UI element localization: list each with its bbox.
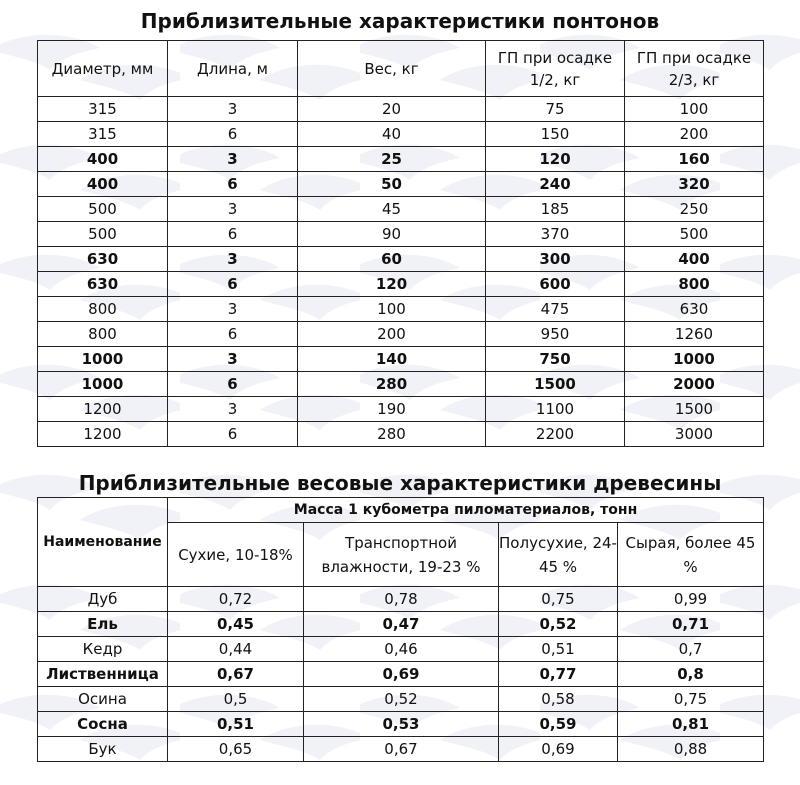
table-cell: 45 [298,197,486,222]
table-cell: 1200 [38,397,168,422]
table-cell: Осина [38,687,168,712]
table-cell: 100 [298,297,486,322]
table-cell: 1260 [625,322,764,347]
table-cell: 0,51 [168,712,304,737]
table-cell: 160 [625,147,764,172]
table-cell: 6 [168,122,298,147]
table-cell: 200 [298,322,486,347]
table-cell: 400 [38,147,168,172]
table-row [38,247,764,272]
table-cell: 3 [168,297,298,322]
table-cell: 25 [298,147,486,172]
table-cell: 0,52 [499,612,618,637]
table-row [38,662,764,687]
table-cell: 950 [486,322,625,347]
table-cell: 3 [168,147,298,172]
table-cell: 0,75 [499,587,618,612]
table-cell: 400 [38,172,168,197]
table-cell: 280 [298,372,486,397]
table-cell: 2200 [486,422,625,447]
table-cell: 40 [298,122,486,147]
table-cell: 0,67 [304,737,499,762]
table-cell: 0,8 [618,662,764,687]
table-cell: 0,46 [304,637,499,662]
column-header-raw: Сырая, более 45 % [618,523,764,587]
table-row [38,222,764,247]
table-cell: 3 [168,397,298,422]
table-cell: 630 [38,272,168,297]
table-cell: 6 [168,372,298,397]
table-cell: 0,69 [499,737,618,762]
table-row [38,372,764,397]
table-cell: 1000 [625,347,764,372]
table-cell: 1000 [38,347,168,372]
table-cell: 0,59 [499,712,618,737]
table-cell: 75 [486,97,625,122]
table-cell: 6 [168,172,298,197]
table-cell: 120 [298,272,486,297]
table-cell: 185 [486,197,625,222]
table-cell: 0,51 [499,637,618,662]
table-cell: 190 [298,397,486,422]
table-row [38,272,764,297]
table-cell: 0,5 [168,687,304,712]
table-cell: 0,71 [618,612,764,637]
table-cell: 6 [168,422,298,447]
table-cell: 3000 [625,422,764,447]
column-header-length: Длина, м [168,41,298,97]
table-cell: Бук [38,737,168,762]
table-cell: 6 [168,272,298,297]
table-cell: Лиственница [38,662,168,687]
table-cell: 140 [298,347,486,372]
table-cell: 0,88 [618,737,764,762]
table-cell: 1100 [486,397,625,422]
table-cell: 800 [38,297,168,322]
pontoon-characteristics-table [37,40,764,447]
pontoon-table-title: Приблизительные характеристики понтонов [140,9,660,33]
table-cell: 6 [168,222,298,247]
table-row [38,637,764,662]
table-row [38,737,764,762]
column-header-semidry: Полусухие, 24-45 % [499,523,618,587]
table-cell: 1500 [486,372,625,397]
table-cell: 3 [168,347,298,372]
column-header-diameter: Диаметр, мм [38,41,168,97]
table-row [38,97,764,122]
table-cell: 500 [625,222,764,247]
table-cell: 90 [298,222,486,247]
table-cell: 475 [486,297,625,322]
wood-weight-table [37,497,764,762]
table-cell: 100 [625,97,764,122]
table-row [38,612,764,637]
table-cell: 800 [38,322,168,347]
table-cell: 0,77 [499,662,618,687]
table-cell: 800 [625,272,764,297]
table-cell: 500 [38,222,168,247]
table-cell: 3 [168,247,298,272]
table-cell: 0,44 [168,637,304,662]
table-cell: 0,78 [304,587,499,612]
group-header-mass: Масса 1 кубометра пиломатериалов, тонн [168,498,764,523]
table-cell: 0,65 [168,737,304,762]
table-cell: 315 [38,97,168,122]
table-cell: 320 [625,172,764,197]
table-cell: 6 [168,322,298,347]
table-cell: 0,67 [168,662,304,687]
header-row [38,41,764,97]
table-cell: 630 [625,297,764,322]
table-cell: 0,52 [304,687,499,712]
wood-table-title: Приблизительные весовые характеристики древесины [78,471,722,495]
table-cell: 0,47 [304,612,499,637]
table-cell: 150 [486,122,625,147]
table-cell: 0,69 [304,662,499,687]
table-cell: 2000 [625,372,764,397]
table-cell: 630 [38,247,168,272]
table-row [38,322,764,347]
table-cell: 0,58 [499,687,618,712]
table-cell: Ель [38,612,168,637]
table-cell: Дуб [38,587,168,612]
table-cell: 0,53 [304,712,499,737]
table-cell: 400 [625,247,764,272]
table-cell: 60 [298,247,486,272]
table-row [38,422,764,447]
table-row [38,347,764,372]
table-cell: 1500 [625,397,764,422]
table-cell: 120 [486,147,625,172]
column-header-weight: Вес, кг [298,41,486,97]
table-cell: 0,72 [168,587,304,612]
table-cell: 0,75 [618,687,764,712]
table-cell: 0,99 [618,587,764,612]
table-row [38,172,764,197]
table-cell: Сосна [38,712,168,737]
table-cell: 600 [486,272,625,297]
table-cell: 200 [625,122,764,147]
table-row [38,687,764,712]
table-row [38,147,764,172]
table-cell: 3 [168,197,298,222]
table-cell: 50 [298,172,486,197]
table-row [38,122,764,147]
table-cell: 0,81 [618,712,764,737]
group-header-row [38,498,764,523]
table-row [38,297,764,322]
column-header-name: Наименование [38,498,168,587]
table-cell: 370 [486,222,625,247]
table-row [38,712,764,737]
table-row [38,197,764,222]
table-cell: 500 [38,197,168,222]
table-row [38,587,764,612]
table-cell: Кедр [38,637,168,662]
column-header-dry: Сухие, 10-18% [168,523,304,587]
table-cell: 250 [625,197,764,222]
table-cell: 315 [38,122,168,147]
column-header-buoyancy-half: ГП при осадке 1/2, кг [486,41,625,97]
table-cell: 280 [298,422,486,447]
table-cell: 3 [168,97,298,122]
column-header-buoyancy-two-thirds: ГП при осадке 2/3, кг [625,41,764,97]
table-cell: 750 [486,347,625,372]
table-cell: 20 [298,97,486,122]
table-cell: 240 [486,172,625,197]
table-cell: 1000 [38,372,168,397]
table-cell: 0,7 [618,637,764,662]
column-header-transport: Транспортной влажности, 19-23 % [304,523,499,587]
table-row [38,397,764,422]
table-cell: 0,45 [168,612,304,637]
table-cell: 1200 [38,422,168,447]
table-cell: 300 [486,247,625,272]
